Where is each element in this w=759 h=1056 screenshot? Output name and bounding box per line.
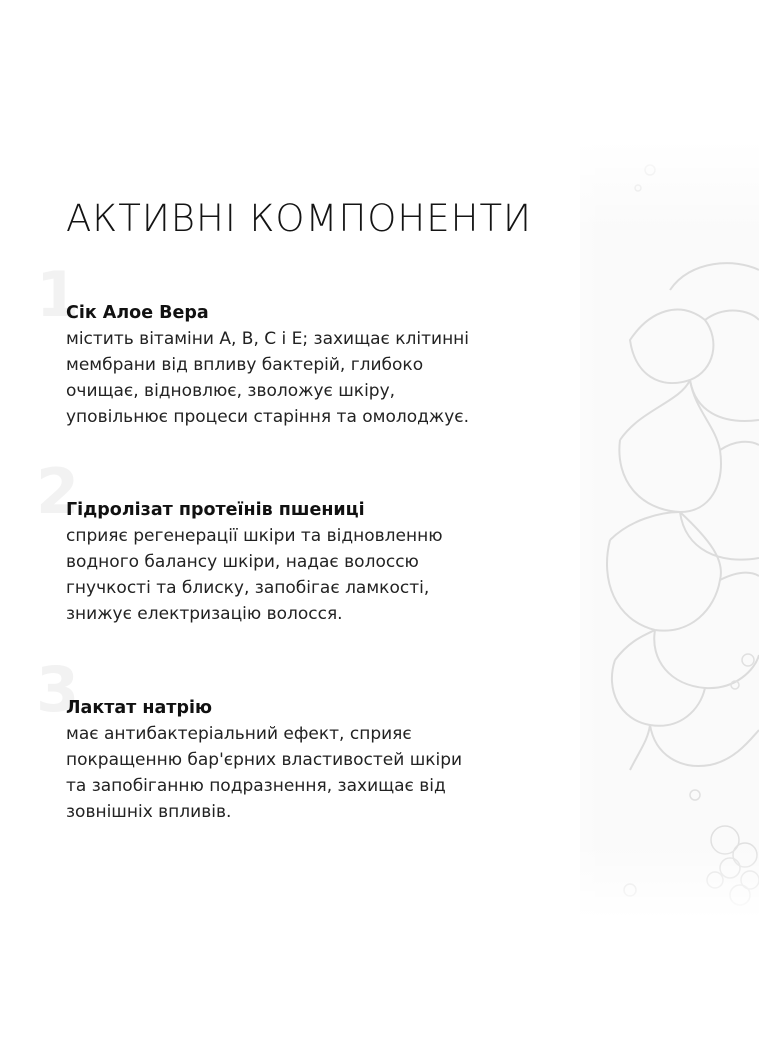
bubbles-background-image [520, 140, 759, 920]
component-description-line: покращенню бар'єрних властивостей шкіри [66, 750, 463, 770]
component-description-line: знижує електризацію волосся. [66, 604, 343, 624]
component-description-line: містить вітаміни А, В, С і Е; захищає клітинні [66, 329, 470, 349]
item-number-watermark: 1 [36, 258, 80, 331]
component-description-line: очищає, відновлює, зволожує шкіру, [66, 381, 396, 401]
component-description-line: сприяє регенерації шкіри та відновленню [66, 526, 443, 546]
component-description-line: та запобіганню подразнення, захищає від [66, 776, 446, 796]
item-number-watermark: 3 [36, 653, 80, 726]
component-item-sodium-lactate [36, 653, 546, 825]
item-number-watermark: 2 [36, 455, 80, 528]
component-description-line: мембрани від впливу бактерій, глибоко [66, 355, 424, 375]
component-name: Гідролізат протеїнів пшениці [66, 500, 365, 520]
component-description-line: зовнішніх впливів. [66, 802, 232, 822]
page-title: АКТИВНІ КОМПОНЕНТИ [66, 197, 532, 240]
component-name: Сік Алое Вера [66, 303, 209, 323]
component-name: Лактат натрію [66, 698, 212, 718]
component-item-aloe-vera [36, 258, 546, 430]
component-description-line: водного балансу шкіри, надає волоссю [66, 552, 419, 572]
component-description-line: має антибактеріальний ефект, сприяє [66, 724, 412, 744]
component-description-line: гнучкості та блиску, запобігає ламкості, [66, 578, 430, 598]
component-description-line: уповільнює процеси старіння та омолоджує. [66, 407, 470, 427]
component-item-wheat-protein [36, 455, 546, 627]
